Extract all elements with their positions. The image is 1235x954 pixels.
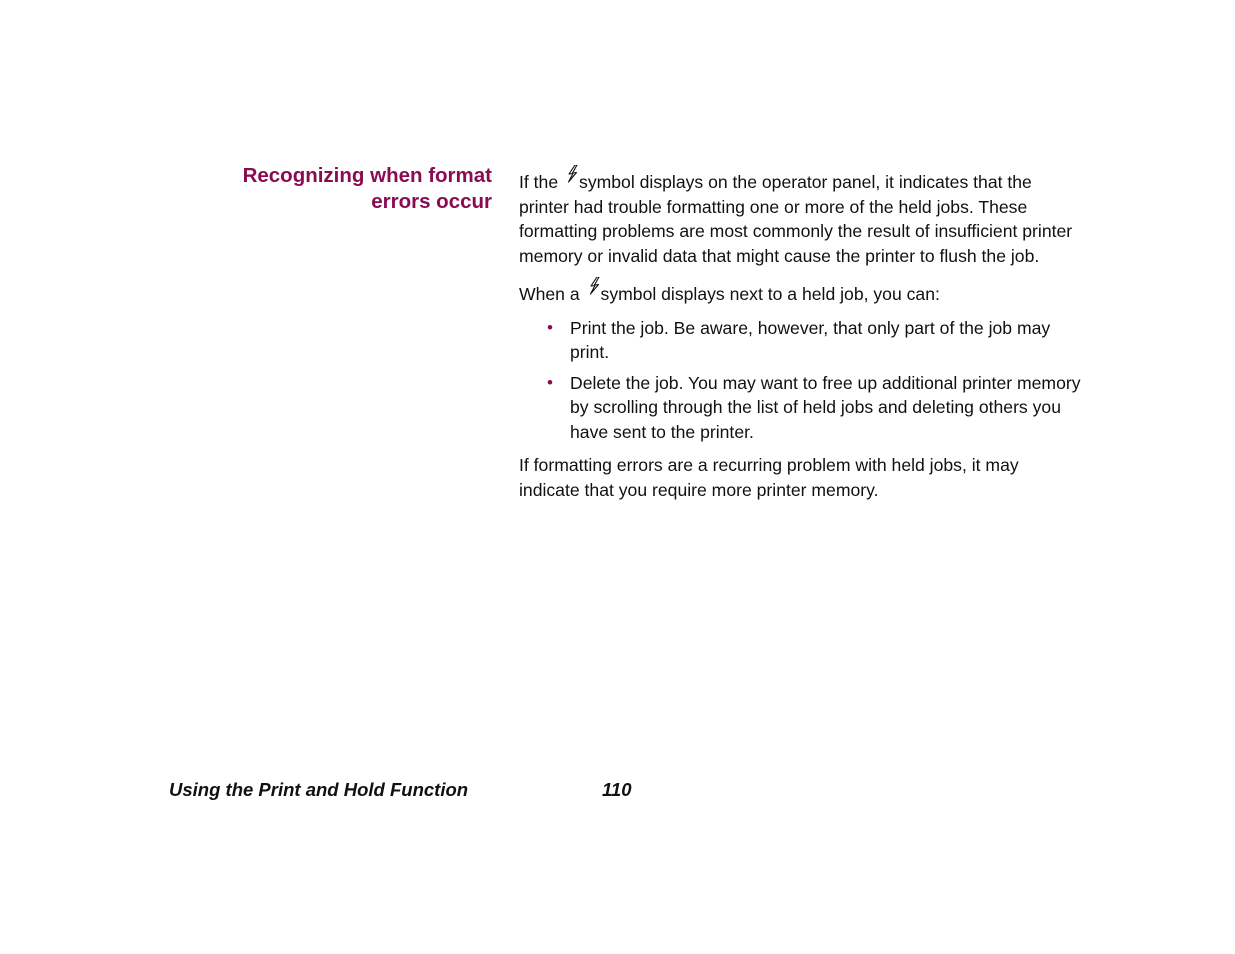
lightning-bolt-icon: [588, 277, 601, 295]
paragraph-1-rest: symbol displays on the operator panel, it indicates that the printer had trouble formatting one or more of the held jobs. These formatting problems are most commonly the result of insufficient printer memory or invalid data that might cause the printer to flush the job.: [519, 172, 1073, 266]
section-heading-line-1: Recognizing when format: [242, 164, 492, 187]
paragraph-2: [519, 277, 1084, 307]
footer-chapter-title: Using the Print and Hold Function: [169, 779, 469, 800]
options-list: [519, 316, 1084, 445]
body-text: [519, 165, 1084, 511]
paragraph-2-lead: When a: [519, 284, 580, 304]
paragraph-1-lead: If the: [519, 172, 559, 192]
list-item: [547, 316, 1084, 365]
paragraph-1: [519, 165, 1084, 268]
paragraph-3: If formatting errors are a recurring problem with held jobs, it may indicate that you require more printer memory.: [519, 455, 1019, 500]
lightning-bolt-icon: [566, 165, 579, 183]
section-heading: [160, 163, 492, 215]
section-heading-line-2: errors occur: [371, 190, 492, 213]
list-item-text: Print the job. Be aware, however, that only part of the job may print.: [570, 317, 1051, 362]
paragraph-2-rest: symbol displays next to a held job, you can:: [600, 284, 940, 304]
bullet-icon: •: [547, 317, 553, 337]
list-item: [547, 371, 1084, 445]
bullet-icon: •: [547, 372, 553, 392]
list-item-text: Delete the job. You may want to free up additional printer memory by scrolling through the list of held jobs and deleting others you have sent to the printer.: [570, 372, 1081, 442]
page-number: 110: [602, 779, 632, 800]
